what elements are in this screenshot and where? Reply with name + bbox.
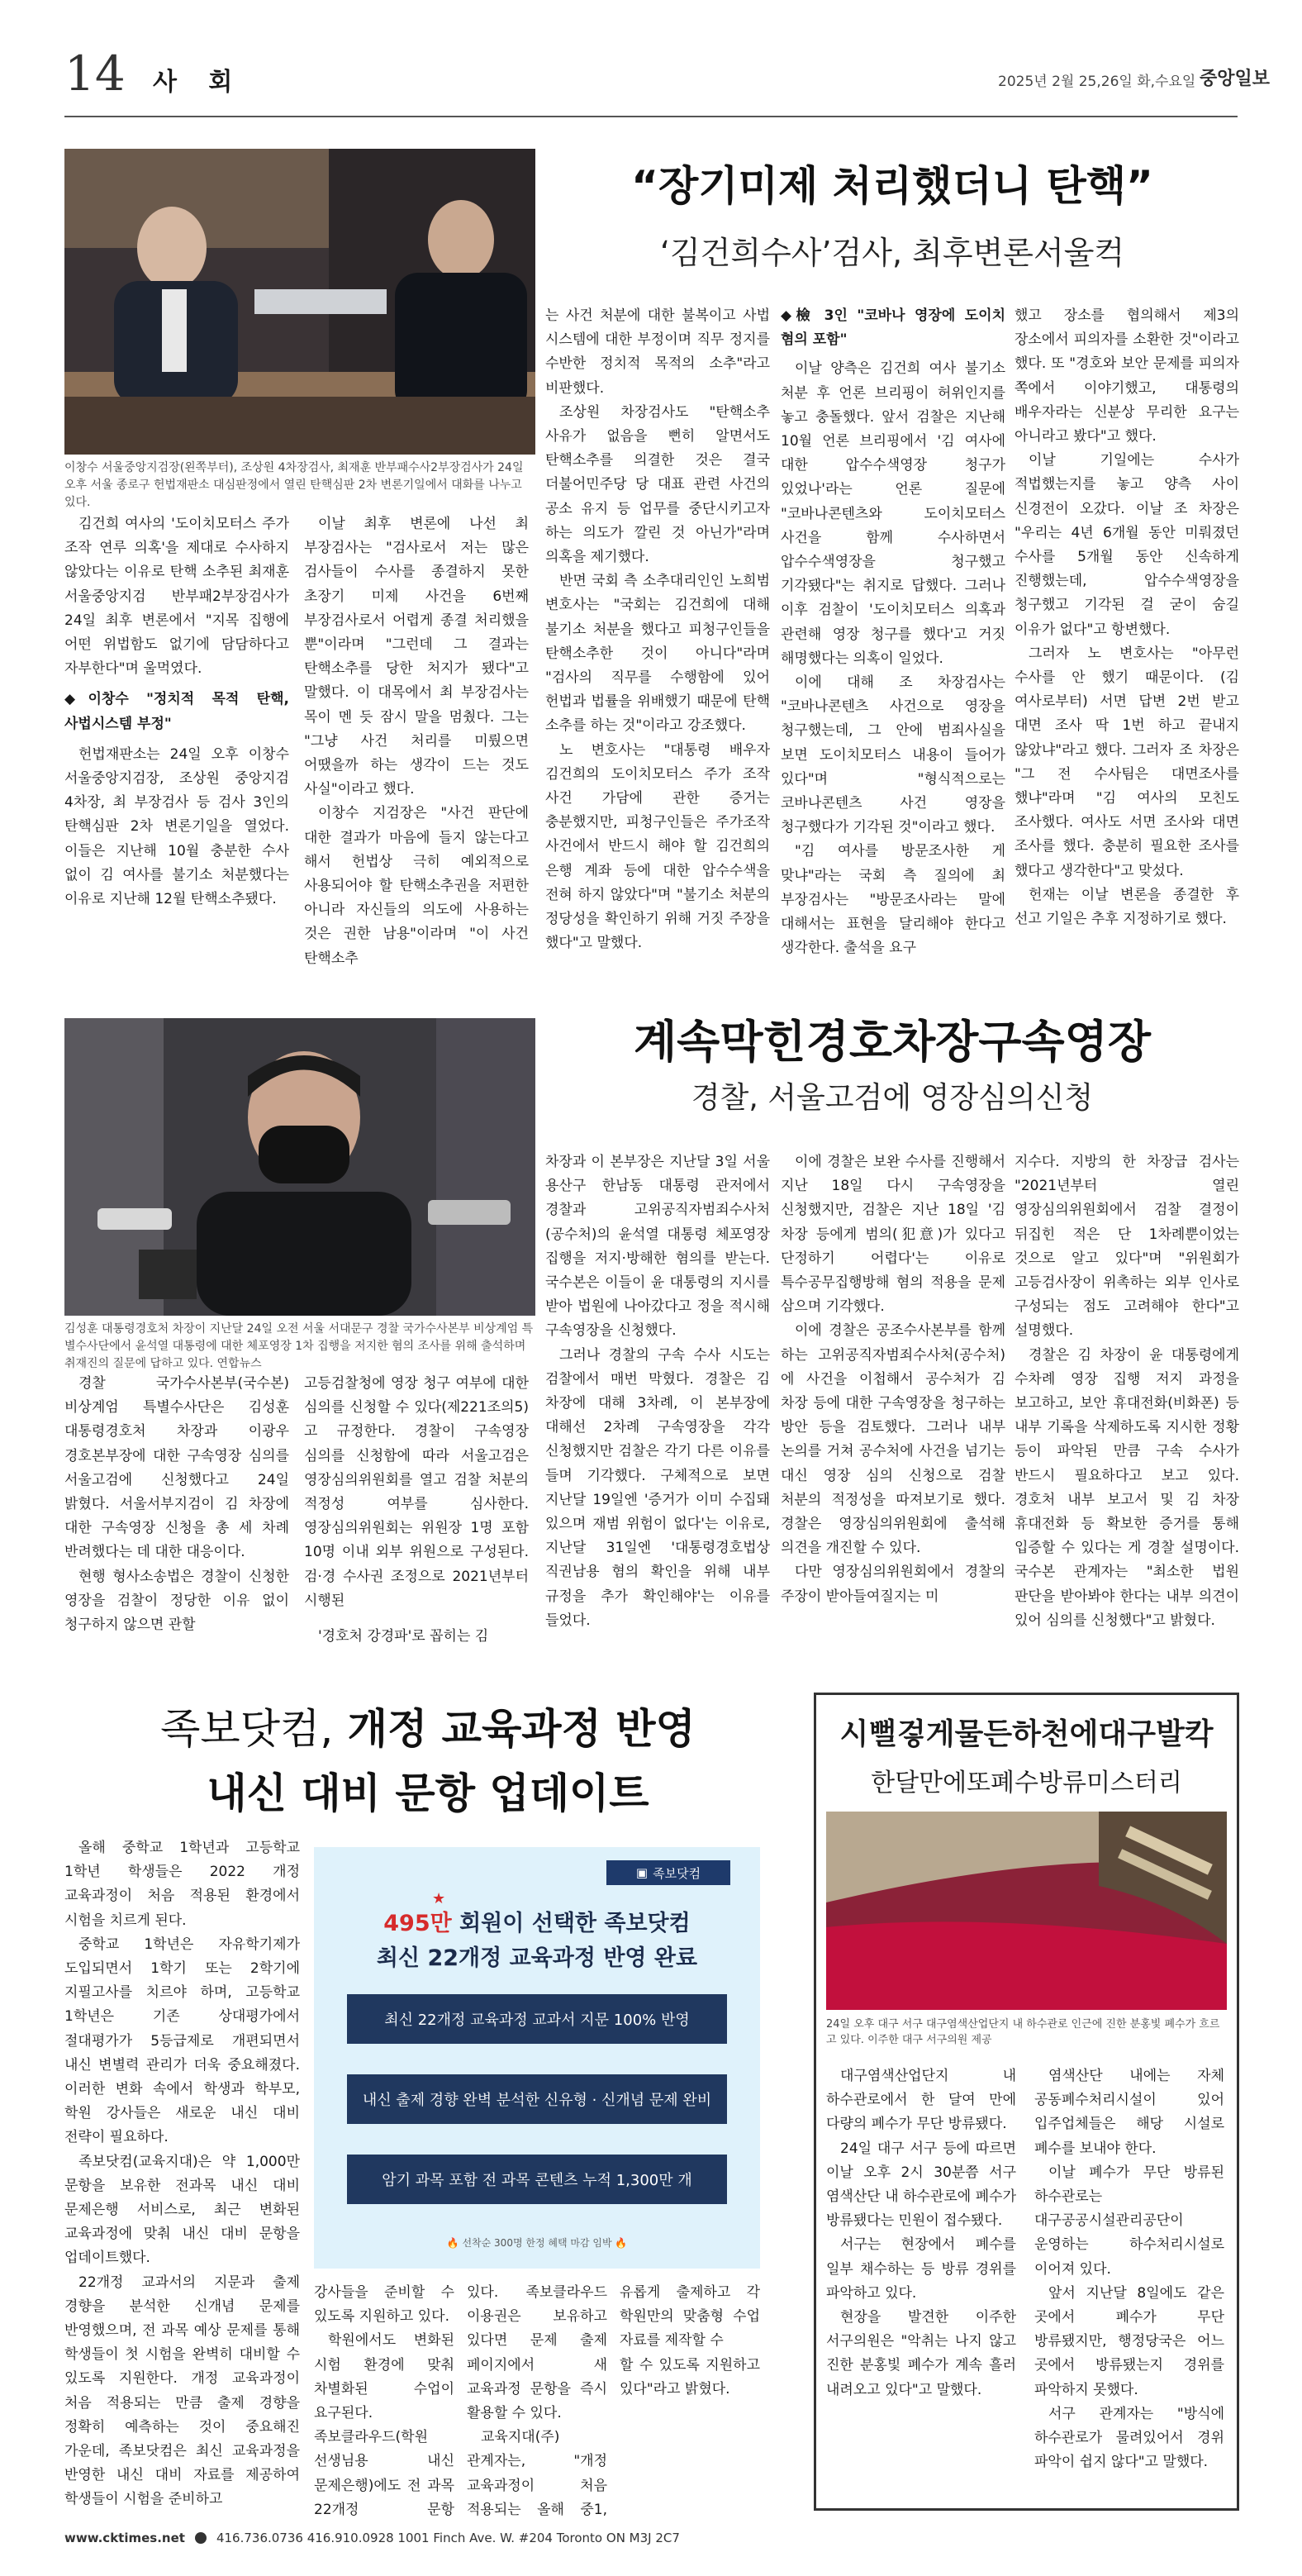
star-icon: ★ (432, 1890, 446, 1907)
courtroom-photo-illustration (64, 149, 535, 455)
press-photo-illustration (64, 1018, 535, 1316)
story4-column-2 (1034, 2064, 1224, 2502)
story2-column-3 (545, 1150, 770, 1645)
ad-headline (314, 1905, 760, 1937)
paragraph: 이에 경찰은 공조수사본부를 함께 하는 고위공직자범죄수사처(공수처)에 사건을 이첩해서 공수처가 김 차장 등에 대한 구속영장을 청구하는 방안 등을 검토했다. 그러나 내부 논의를 거쳐 공수처에 사건을 넘기는 대신 영장 심의 신청으로 검찰 처분의 적정성을 따져보기로 했다. 경찰은 영장심의위원회에 출석해 의견을 개진할 수 있다. (781, 1322, 1005, 1557)
story3-column-4 (620, 2281, 760, 2522)
ad-logo-text: 족보닷컴 (653, 1865, 701, 1881)
paragraph: 김건희 여사의 '도이치모터스 주가 조작 연루 의혹'을 제대로 수사하지 않았다는 이유로 탄핵 소추된 최재훈 서울중앙지검 반부패2부장검사가 24일 최후 변론에서 "지목 집행에 어떤 위법함도 없기에 담담하다고 자부한다"며 울먹였다. (64, 516, 289, 678)
story1-column-3 (545, 304, 770, 975)
ad-member-count: 495만 (383, 1911, 452, 1936)
newspaper-logo: 중앙일보 (1200, 68, 1271, 89)
paragraph: 족보닷컴(교육지대)은 약 1,000만 문항을 보유한 전과목 내신 대비 문제은행 서비스로, 최근 변화된 교육과정에 맞춰 내신 대비 문항을 업데이트했다. (64, 2153, 300, 2267)
paragraph: 이날 최후 변론에 나선 최 부장검사는 "검사로서 저는 많은 검사들이 수사를 종결하지 못한 초장기 미제 사건을 6번째 부장검사로서 어렵게 종결 처리했을 뿐"이라며 "그런데 그 결과는 탄핵소추를 당한 처지가 됐다"고 말했다. 이 대목에서 최 부장검사는 목이 멘 듯 잠시 말을 멈췄다. 그는 "그냥 사건 처리를 미뤘으면 어땠을까 하는 생각이 드는 것도 사실"이라고 했다. (304, 516, 529, 798)
story1-caption: 이창수 서울중앙지검장(왼쪽부터), 조상원 4차장검사, 최재훈 반부패수사2부장검사가 24일 오후 서울 종로구 헌법재판소 대심판정에서 열린 탄핵심판 2차 변론기일에서 대화를 나누고 있다. (64, 461, 524, 509)
paragraph: 했고 장소를 협의해서 제3의 장소에서 피의자를 소환한 것"이라고 했다. 또 "경호와 보안 문제를 피의자 쪽에서 이야기했고, 대통령의 배우자라는 신분상 무리한 요구는 아니라고 봤다"고 했다. (1015, 307, 1239, 445)
story1-column-4 (781, 304, 1005, 975)
subheading: ◆이창수 "정치적 목적 탄핵, 사법시스템 부정" (64, 691, 289, 732)
paragraph: 중학교 1학년은 자유학기제가 도입되면서 1학기 또는 2학기에 지필고사를 치르야 하며, 고등학교 1학년은 기존 상대평가에서 절대평가가 5등급제로 개편되면서 내신 변별력 관리가 더욱 중요해졌다. 이러한 변화 속에서 학생과 학부모, 학원 강사들은 새로운 내신 대비 전략이 필요하다. (64, 1936, 300, 2146)
paragraph: 헌법재판소는 24일 오후 이창수 서울중앙지검장, 조상원 중앙지검 4차장, 최 부장검사 등 검사 3인의 탄핵심판 2차 변론기일을 열었다. 이들은 지난해 10월 충분한 수사 없이 김 여사를 불기소 처분했다는 이유로 지난해 12월 탄핵소추됐다. (64, 745, 289, 908)
paragraph: 조상원 차장검사도 "탄핵소추 사유가 없음을 뻔히 알면서도 탄핵소추를 의결한 것은 결국 더불어민주당 당 대표 관련 사건의 공소 유지 등 업무를 중단시키고자 하는 의도가 깔린 것 아닌가"라며 의혹을 제기했다. (545, 403, 770, 566)
footer-contact: 416.736.0736 416.910.0928 1001 Finch Ave. W. #204 Toronto ON M3J 2C7 (216, 2531, 680, 2545)
story2-column-1 (64, 1372, 289, 1645)
story3-headline-line1 (64, 1696, 791, 1755)
paragraph: 서구 관계자는 "방식에 하수관로가 물려있어서 경위 파악이 쉽지 않다"고 말했다. (1034, 2405, 1224, 2471)
story2-subheadline: 경찰, 서울고검에 영장심의신청 (691, 1081, 1094, 1115)
paragraph: 는 사건 처분에 대한 불복이고 사법 시스템에 대한 부정이며 직무 정지를 수반한 정치적 목적의 소추"라고 비판했다. (545, 307, 770, 397)
story1-photo (64, 149, 535, 455)
story1-column-5 (1015, 304, 1239, 975)
issue-date: 2025년 2월 25,26일 화,수요일 (998, 74, 1196, 90)
paragraph: 할 수 있도록 지원하고 있다"라고 밝혔다. (620, 2356, 760, 2397)
paragraph: 교육지대(주) 관계자는, "개정 교육과정이 처음 적용되는 올해 중1, (467, 2429, 607, 2518)
paragraph: 경찰은 김 차장이 윤 대통령에게 수차례 영장 집행 저지 과정을 보고하고, 보안 휴대전화(비화폰) 등 내부 기록을 삭제하도록 지시한 정황 등이 파악된 만큼 구속 수사가 반드시 필요하다고 보고 있다. 경호처 내부 보고서 및 김 차장 휴대전화 등 확보한 증거를 통해 입증할 수 있다는 게 경찰 설명이다. 국수본 관계자는 "최소한 법원 판단을 받아봐야 한다는 내부 의견이 있어 심의를 신청했다"고 밝혔다. (1015, 1346, 1239, 1629)
paragraph: 고등검찰청에 영장 청구 여부에 대한 심의를 신청할 수 있다(제221조의5)고 규정한다. 경찰이 구속영장 심의를 신청함에 따라 서울고검은 영장심의위원회를 열고 검찰 처분의 적정성 여부를 심사한다. 영장심의위원회는 위원장 1명 포함 10명 이내 외부 위원으로 구성된다. 검·경 수사권 조정으로 2021년부터 시행된 (304, 1375, 529, 1609)
paragraph: 22개정 교과서의 지문과 출제 경향을 분석한 신개념 문제를 반영했으며, 전 과목 예상 문제를 통해 학생들이 첫 시험을 완벽히 대비할 수 있도록 지원한다. 개정 교육과정이 처음 적용되는 만큼 출제 경향을 정확히 예측하는 것이 중요해진 가운데, 족보닷컴은 최신 교육과정을 반영한 내신 대비 자료를 제공하여 학생들이 시험을 준비하고 (64, 2274, 300, 2508)
footer-url[interactable]: www.cktimes.net (64, 2531, 185, 2545)
paragraph: 다만 영장심의위원회에서 경찰의 주장이 받아들여질지는 미 (781, 1564, 1005, 1605)
paragraph: 현행 형사소송법은 경찰이 신청한 영장을 검찰이 정당한 이유 없이 청구하지 않으면 관할 (64, 1568, 289, 1634)
story2-column-2 (304, 1372, 529, 1645)
story4-subheadline: 한달만에또폐수방류미스터리 (871, 1769, 1182, 1797)
paragraph: '경호처 강경파'로 꼽히는 김 (318, 1628, 489, 1645)
page-footer (64, 2531, 680, 2545)
paragraph: 이날 양측은 김건희 여사 불기소 처분 후 언론 브리핑이 허위인지를 놓고 충돌했다. 앞서 검찰은 지난해 10월 언론 브리핑에서 '김 여사에 대한 압수수색영장 청구가 있었나'라는 언론 질문에 "코바나콘텐츠와 도이치모터스 사건을 함께 수사하면서 압수수색영장을 청구했고 기각됐다"는 취지로 답했다. 그러나 이후 검찰이 '도이치모터스 의혹과 관련해 영장 청구를 했다'고 거짓 해명했다는 의혹이 일었다. (781, 360, 1005, 667)
paragraph: 올해 중학교 1학년과 고등학교 1학년 학생들은 2022 개정 교육과정이 처음 적용된 환경에서 시험을 치르게 된다. (64, 1840, 300, 1929)
story1-column-1 (64, 512, 289, 975)
paragraph: 차장과 이 본부장은 지난달 3일 서울 용산구 한남동 대통령 관저에서 경찰과 고위공직자범죄수사처(공수처)의 윤석열 대통령 체포영장 집행을 저지·방해한 혐의를 받는다. 국수본은 이들이 윤 대통령의 지시를 받아 법원에 나아갔다고 정을 적시해 구속영장을 신청했다. (545, 1154, 770, 1340)
header-rule (64, 116, 1238, 117)
book-icon: ▣ (635, 1865, 649, 1880)
paragraph: 염색산단 내에는 자체 공동폐수처리시설이 있어 입주업체들은 해당 시설로 폐수를 보내야 한다. (1034, 2068, 1224, 2157)
story3-column-3 (467, 2281, 607, 2522)
paragraph: 현장을 발견한 이주한 서구의원은 "악취는 나지 않고 진한 분홍빛 폐수가 계속 흘러 내려오고 있다"고 말했다. (826, 2309, 1016, 2398)
paragraph: 학원에서도 변화된 시험 환경에 맞춰 차별화된 수업이 요구된다. 족보클라우드(학원 선생님용 내신 문제은행)에도 전 과목 22개정 문항 (314, 2332, 454, 2518)
ad-headline-rest: 회원이 선택한 족보닷컴 (451, 1911, 691, 1936)
story4-headline: 시뻘겋게물든하천에대구발칵 (839, 1717, 1214, 1751)
paragraph: 유롭게 출제하고 각 학원만의 맞춤형 수업 자료를 제작할 수 (620, 2284, 760, 2350)
headline-brand: 족보닷컴, (160, 1705, 334, 1753)
paragraph: 있다. 족보클라우드 이용권은 보유하고 있다면 문제 출제 페이지에서 새 교육과정 문항을 즉시 활용할 수 있다. (467, 2284, 607, 2422)
paragraph: 앞서 지난달 8일에도 같은 곳에서 폐수가 무단 방류됐지만, 행정당국은 어느 곳에서 방류됐는지 경위를 파악하지 못했다. (1034, 2284, 1224, 2398)
headline-main: 개정 교육과정 반영 (347, 1705, 696, 1753)
paragraph: 그러자 노 변호사는 "아무런 수사를 안 했기 때문이다. (김 여사로부터) 서면 답변 2번 받고 대면 조사 딱 1번 하고 끝내지 않았냐"라고 했다. 그러자 조 차장은 "그 전 수사팀은 대면조사를 했냐"라며 "김 여사의 모친도 조사했다. 여사도 서면 조사와 대면 조사를 했다. 충분히 필요한 조사를 했다고 생각한다"고 맞섰다. (1015, 645, 1239, 879)
paragraph: 이창수 지검장은 "사건 판단에 대한 결과가 마음에 들지 않는다고 해서 헌법상 극히 예외적으로 사용되어야 할 탄핵소추권을 저편한 아니라 자신들의 의도에 사용하는 것은 권한 남용"이라며 "이 사건 탄핵소추 (304, 805, 529, 967)
story4-column-1 (826, 2064, 1016, 2502)
paragraph: 그러나 경찰의 구속 수사 시도는 검찰에서 매번 막혔다. 경찰은 김 차장에 대해 3차례, 이 본부장에 대해선 2차례 구속영장을 각각 신청했지만 검찰은 각기 다른 이유를 들며 기각했다. 구체적으로 보면 지난달 19일엔 '증거가 이미 수집돼 있으며 재범 위험이 없다'는 이유로, 지난달 31일엔 '대통령경호법상 직권남용 혐의 확인을 위해 내부 규정을 추가 확인해야'는 이유를 들었다. (545, 1346, 770, 1629)
ad-subheadline: 최신 22개정 교육과정 반영 완료 (376, 1945, 698, 1971)
story2-headline: 계속막힌경호차장구속영장 (634, 1016, 1151, 1068)
paragraph: 강사들을 준비할 수 있도록 지원하고 있다. (314, 2284, 454, 2326)
paragraph: 경찰 국가수사본부(국수본) 비상계엄 특별수사단은 김성훈 대통령경호처 차장과 이광우 경호본부장에 대한 구속영장 심의를 서울고검에 신청했다고 24일 밝혔다. 서울서부지검이 김 차장에 대한 구속영장 신청을 총 세 차례 반려했다는 데 대한 대응이다. (64, 1375, 289, 1561)
section-name: 사 회 (153, 68, 245, 97)
paragraph: 헌재는 이날 변론을 종결한 후 선고 기일은 추후 지정하기로 했다. (1015, 886, 1239, 928)
paragraph: 이날 기일에는 수사가 적법했는지를 놓고 양측 사이 신경전이 오갔다. 이날 조 차장은 "우리는 4년 6개월 동안 미뤄졌던 수사를 5개월 동안 신속하게 진행했는데, 압수수색영장을 청구했고 기각된 걸 굳이 숨길 이유가 없다"고 항변했다. (1015, 452, 1239, 638)
story1-subheadline: ‘김건희수사’검사, 최후변론서울컥 (659, 235, 1125, 271)
ad-feature-2: 내신 출제 경향 완벽 분석한 신유형 · 신개념 문제 완비 (347, 2074, 727, 2124)
story2-photo (64, 1018, 535, 1316)
phone-icon (195, 2532, 207, 2544)
story3-headline-line2: 내신 대비 문항 업데이트 (207, 1769, 649, 1817)
story1-column-2 (304, 512, 529, 975)
ad-feature-3: 암기 과목 포함 전 과목 콘텐츠 누적 1,300만 개 (347, 2155, 727, 2204)
ad-footnote: 🔥 선착순 300명 한정 혜택 마감 임박 🔥 (446, 2237, 628, 2249)
advertisement-box[interactable] (314, 1847, 760, 2269)
story4-caption: 24일 오후 대구 서구 대구염색산업단지 내 하수관로 인근에 진한 분홍빛 폐수가 흐르고 있다. 이주한 대구 서구의원 제공 (826, 2018, 1220, 2046)
story3-column-2 (314, 2281, 454, 2522)
paragraph: 서구는 현장에서 폐수를 일부 채수하는 등 방류 경위를 파악하고 있다. (826, 2236, 1016, 2302)
paragraph: 이날 폐수가 무단 방류된 하수관로는 대구공공시설관리공단이 운영하는 하수처리시설로 이어져 있다. (1034, 2164, 1224, 2278)
paragraph: 지수다. 지방의 한 차장급 검사는 "2021년부터 열린 영장심의위원회에서 검찰 결정이 뒤집힌 적은 단 1차례뿐이었는 것으로 알고 있다"며 "위원회가 고등검사장이 위촉하는 외부 인사로 구성되는 점도 고려해야 한다"고 설명했다. (1015, 1154, 1239, 1340)
ad-feature-1: 최신 22개정 교육과정 교과서 지문 100% 반영 (347, 1994, 727, 2044)
story2-column-5 (1015, 1150, 1239, 1645)
paragraph: 이에 대해 조 차장검사는 "코바나콘텐츠 사건으로 영장을 청구했는데, 그 안에 범죄사실을 보면 도이치모터스 내용이 들어가 있다"며 "형식적으로는 코바나콘텐츠 사건 영장을 청구했다가 기각된 것"이라고 했다. (781, 674, 1005, 836)
paragraph: 24일 대구 서구 등에 따르면 이날 오후 2시 30분쯤 서구 염색산단 내 하수관로에 폐수가 방류됐다는 민원이 접수됐다. (826, 2140, 1016, 2230)
story2-caption: 김성훈 대통령경호처 차장이 지난달 24일 오전 서울 서대문구 경찰 국가수사본부 비상계엄 특별수사단에서 윤석열 대통령에 대한 체포영장 1차 집행을 저지한 혐의 조사를 위해 출석하며 취재진의 질문에 답하고 있다. 연합뉴스 (64, 1322, 534, 1370)
paragraph: 이에 경찰은 보완 수사를 진행해서 지난 18일 다시 구속영장을 신청했지만, 검찰은 지난 18일 '김 차장 등에게 범의(犯意)가 있다고 단정하기 어렵다'는 이유로 특수공무집행방해 혐의 적용을 문제 삼으며 기각했다. (781, 1154, 1005, 1316)
story2-column-4 (781, 1150, 1005, 1645)
story1-headline: “장기미제 처리했더니 탄핵” (631, 162, 1153, 210)
story3-column-1 (64, 1836, 300, 2522)
subheading: ◆檢 3인 "코바나 영장에 도이치 혐의 포함" (781, 307, 1005, 349)
river-photo-illustration (826, 1812, 1227, 2010)
paragraph: 반면 국회 측 소추대리인인 노희범 변호사는 "국회는 김건희에 대해 불기소 처분을 했다고 피청구인들을 탄핵소추한 것이 아니다"라며 "검사의 직무를 수행함에 있어 헌법과 법률을 위배했기 때문에 탄핵 소추를 하는 것"이라고 강조했다. (545, 573, 770, 735)
ad-logo (606, 1860, 730, 1885)
paragraph: 대구염색산업단지 내 하수관로에서 한 달여 만에 다량의 폐수가 무단 방류됐다. (826, 2068, 1016, 2133)
paragraph: 노 변호사는 "대통령 배우자 김건희의 도이치모터스 주가 조작 사건 가담에 관한 증거는 충분했지만, 피청구인들은 주가조작 사건에서 반드시 해야 할 김건희의 은행 계좌 등에 대한 압수수색을 전혀 하지 않았다"며 "불기소 처분의 정당성을 확인하기 위해 거짓 주장을 했다"고 말했다. (545, 741, 770, 952)
page-number: 14 (64, 45, 126, 102)
paragraph: "김 여사를 방문조사한 게 맞냐"라는 국회 측 질의에 최 부장검사는 "방문조사라는 말에 대해서는 표현을 달리해야 한다고 생각한다. 출석을 요구 (781, 843, 1005, 957)
story4-photo (826, 1812, 1227, 2010)
